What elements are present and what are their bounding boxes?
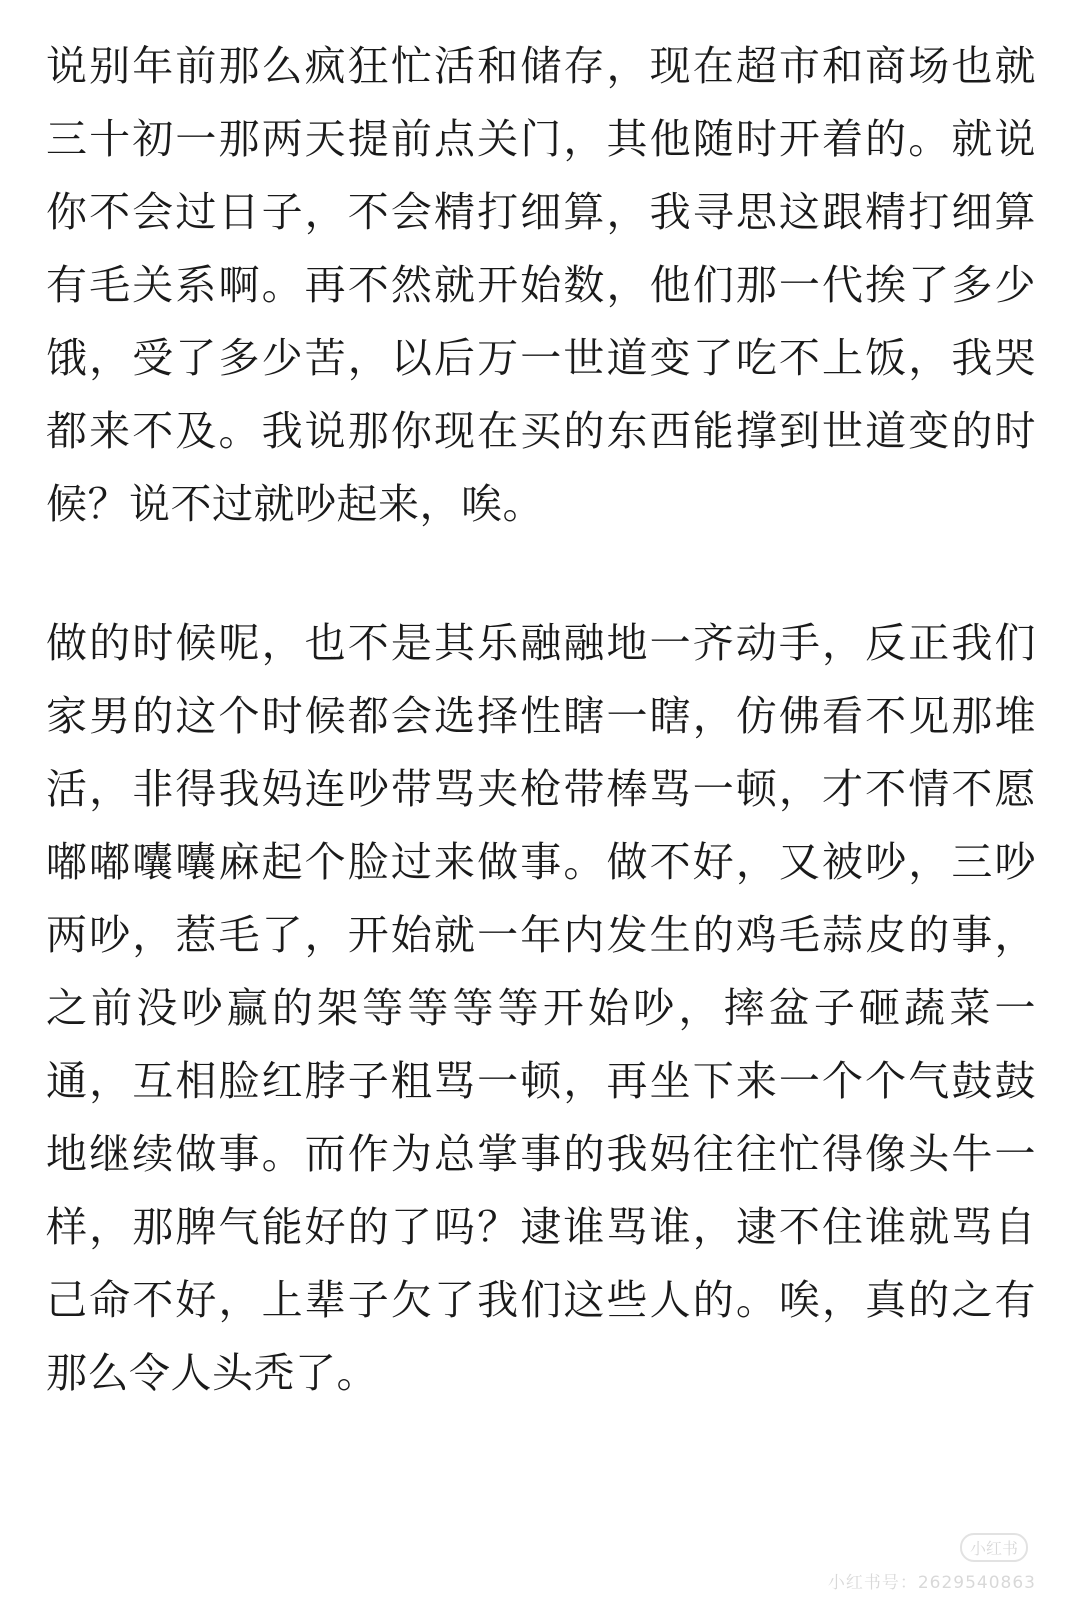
article-body [46,30,1036,1410]
paragraph-1: 说别年前那么疯狂忙活和储存，现在超市和商场也就三十初一那两天提前点关门，其他随时开着的。就说你不会过日子，不会精打细算，我寻思这跟精打细算有毛关系啊。再不然就开始数，他们那一代挨了多少饿，受了多少苦，以后万一世道变了吃不上饭，我哭都来不及。我说那你现在买的东西能撑到世道变的时候？说不过就吵起来，唉。 [46,42,1036,528]
watermark-id: 小红书号：2629540863 [827,1573,1036,1593]
watermark-logo: 小红书 [960,1533,1028,1562]
watermark [828,1533,1036,1593]
paragraph-2: 做的时候呢，也不是其乐融融地一齐动手，反正我们家男的这个时候都会选择性瞎一瞎，仿佛看不见那堆活，非得我妈连吵带骂夹枪带棒骂一顿，才不情不愿嘟嘟囔囔麻起个脸过来做事。做不好，又被吵，三吵两吵，惹毛了，开始就一年内发生的鸡毛蒜皮的事，之前没吵赢的架等等等等开始吵，摔盆子砸蔬菜一通，互相脸红脖子粗骂一顿，再坐下来一个个气鼓鼓地继续做事。而作为总掌事的我妈往往忙得像头牛一样，那脾气能好的了吗？逮谁骂谁，逮不住谁就骂自己命不好，上辈子欠了我们这些人的。唉，真的之有那么令人头秃了。 [46,619,1036,1397]
